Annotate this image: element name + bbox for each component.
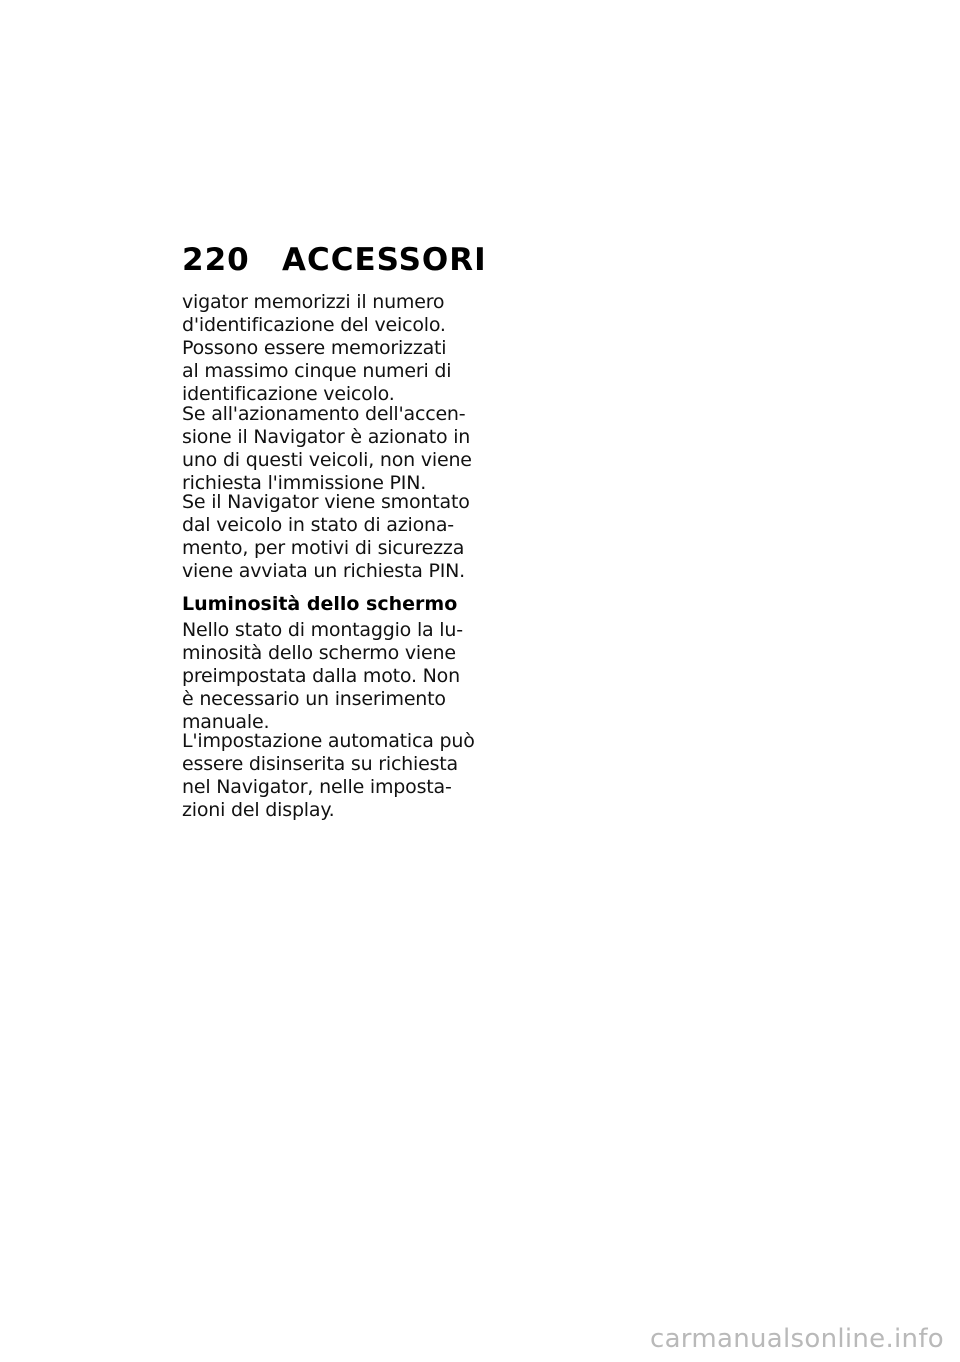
- text-line: sione il Navigator è azionato in: [182, 426, 471, 448]
- text-line: zioni del display.: [182, 799, 335, 821]
- text-line: dal veicolo in stato di aziona-: [182, 514, 454, 536]
- text-line: Nello stato di montaggio la lu-: [182, 619, 463, 641]
- text-line: viene avviata un richiesta PIN.: [182, 560, 465, 582]
- text-line: L'impostazione automatica può: [182, 730, 475, 752]
- text-line: mento, per motivi di sicurezza: [182, 537, 465, 559]
- text-line: vigator memorizzi il numero: [182, 291, 445, 313]
- text-line: essere disinserita su richiesta: [182, 753, 458, 775]
- body-paragraph-1: [182, 291, 452, 406]
- text-line: al massimo cinque numeri di: [182, 360, 452, 382]
- text-line: preimpostata dalla moto. Non: [182, 665, 460, 687]
- watermark: carmanualsonline.info: [649, 1324, 944, 1354]
- text-line: richiesta l'immissione PIN.: [182, 472, 427, 494]
- section-heading: Luminosità dello schermo: [182, 593, 458, 615]
- text-line: identificazione veicolo.: [182, 383, 395, 405]
- page-number: 220: [182, 242, 250, 278]
- text-line: Possono essere memorizzati: [182, 337, 447, 359]
- page-header: [182, 240, 487, 280]
- body-paragraph-2: [182, 403, 472, 495]
- text-line: minosità dello schermo viene: [182, 642, 456, 664]
- section-title: ACCESSORI: [282, 242, 487, 278]
- body-paragraph-3: [182, 491, 470, 583]
- text-line: è necessario un inserimento: [182, 688, 446, 710]
- text-line: Se il Navigator viene smontato: [182, 491, 470, 513]
- text-line: d'identificazione del veicolo.: [182, 314, 446, 336]
- text-line: Se all'azionamento dell'accen-: [182, 403, 466, 425]
- text-line: manuale.: [182, 711, 270, 733]
- section-paragraph-2: [182, 730, 475, 822]
- text-line: nel Navigator, nelle imposta-: [182, 776, 452, 798]
- text-line: uno di questi veicoli, non viene: [182, 449, 472, 471]
- section-paragraph-1: [182, 619, 463, 734]
